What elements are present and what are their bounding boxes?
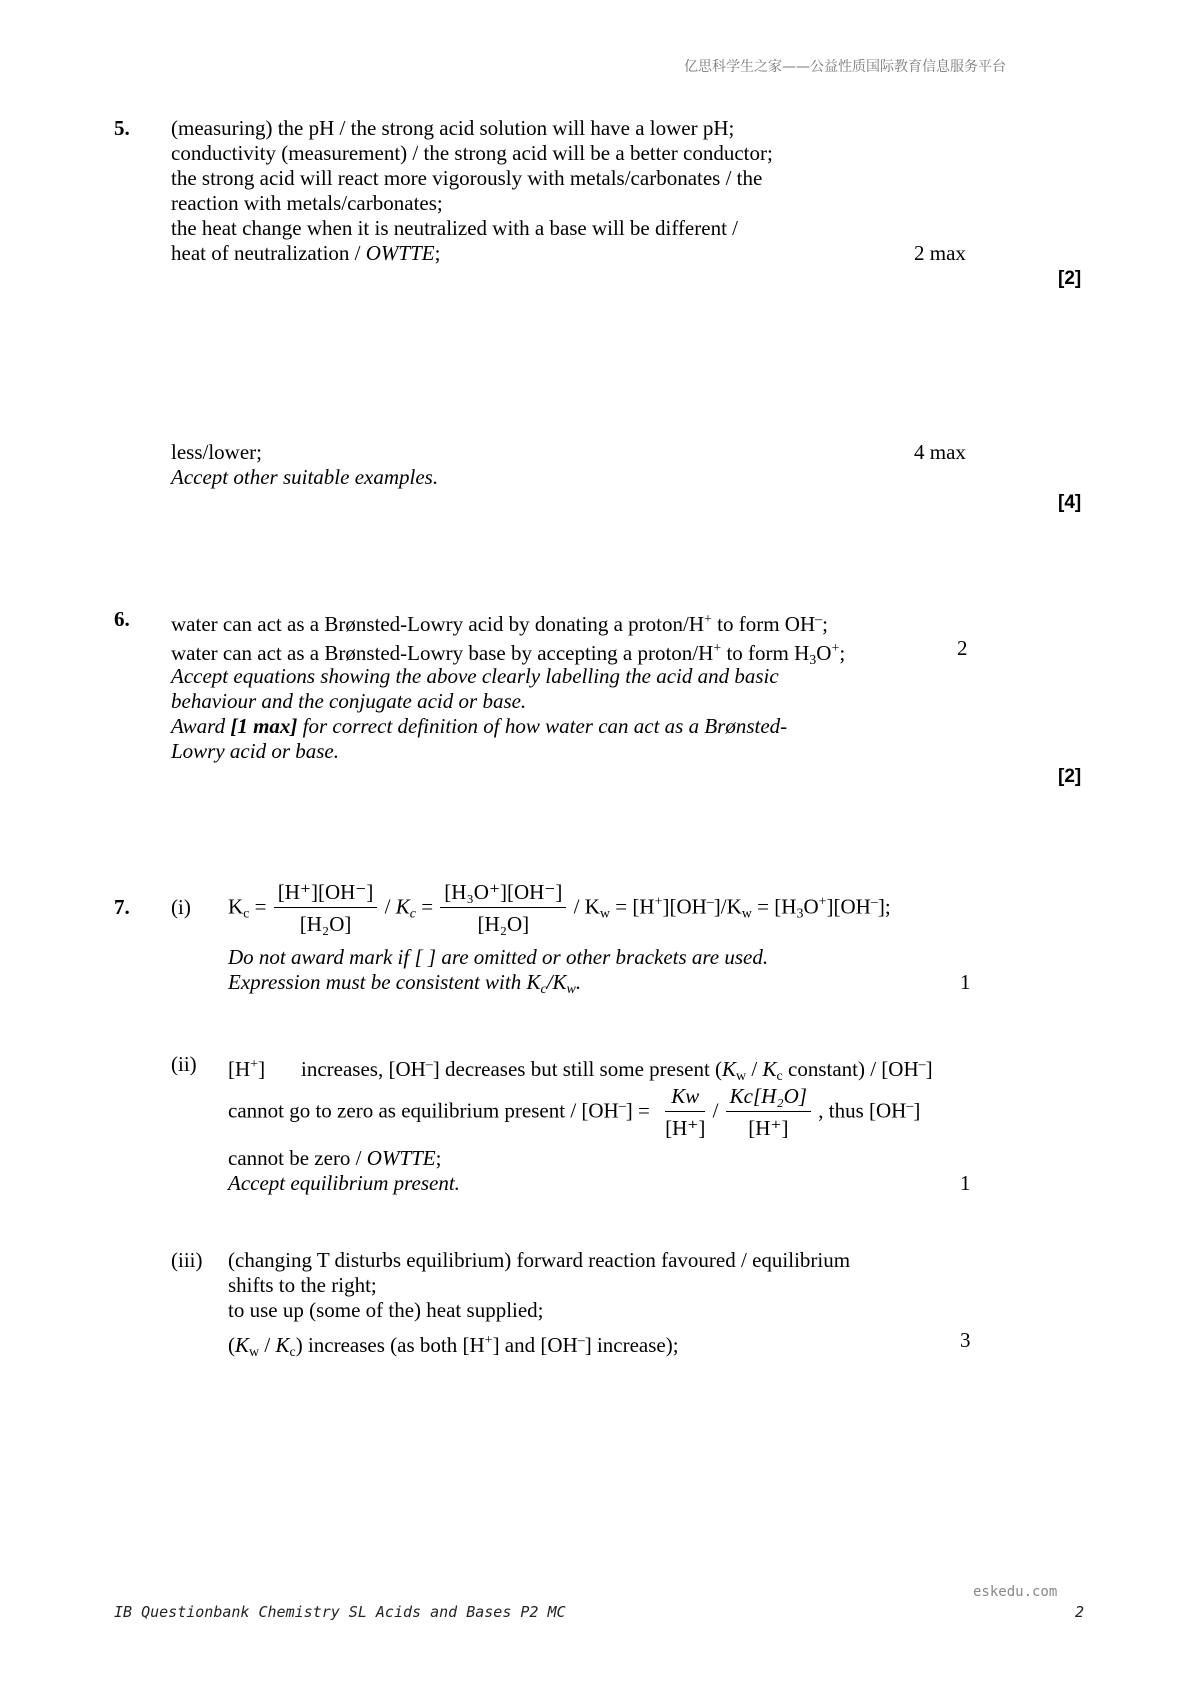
q5b-total-marks: [4]	[1058, 492, 1082, 513]
q7-iii-line-3: to use up (some of the) heat supplied;	[228, 1298, 544, 1322]
question-number-7: 7.	[114, 895, 130, 919]
q5-line: the heat change when it is neutralized with a base will be different /	[171, 216, 738, 240]
q7-ii-note: Accept equilibrium present.	[228, 1171, 460, 1195]
q6-line-1: water can act as a Brønsted-Lowry acid by donating a proton/H+ to form OH–;	[171, 612, 828, 636]
q5b-mark: 4 max	[914, 440, 966, 464]
q6-note-3: Award [1 max] for correct definition of how water can act as a Brønsted-	[171, 714, 788, 738]
q5-line: the strong acid will react more vigorously with metals/carbonates / the	[171, 166, 763, 190]
site-header: 亿思科学生之家——公益性质国际教育信息服务平台	[684, 59, 1006, 75]
q7-iii-line-1: (changing T disturbs equilibrium) forward reaction favoured / equilibrium	[228, 1248, 851, 1272]
kc-fraction-2: $\frac{\text{[H₃O⁺][OH⁻]}}{\text{[H₂O]}}$	[440, 880, 566, 937]
q7-ii-line-2: cannot go to zero as equilibrium present / [OH–] = $\frac{Kw}{[H^+]}$ / $\frac{\text{Kc[H₂O]}}{[H^+]}$ , thus [OH–]	[228, 1084, 921, 1140]
q6-note-1: Accept equations showing the above clearly labelling the acid and basic	[171, 664, 779, 688]
page-number: 2	[1075, 1603, 1085, 1621]
q7-i-note-1: Do not award mark if [ ] are omitted or other brackets are used.	[228, 945, 769, 969]
q7-ii-line-1: [H+]	[228, 1057, 266, 1081]
q6-note-4: Lowry acid or base.	[171, 739, 339, 763]
question-number-5: 5.	[114, 116, 130, 140]
q5-line: (measuring) the pH / the strong acid solution will have a lower pH;	[171, 116, 735, 140]
q7-ii-mark: 1	[960, 1171, 971, 1195]
q7-part-iii-label: (iii)	[171, 1248, 203, 1272]
q7-iii-line-2: shifts to the right;	[228, 1273, 377, 1297]
q7-i-mark: 1	[960, 970, 971, 994]
footer-title: IB Questionbank Chemistry SL Acids and Bases P2 MC	[114, 1603, 566, 1621]
q6-note-2: behaviour and the conjugate acid or base.	[171, 689, 527, 713]
q7-iii-mark: 3	[960, 1328, 971, 1352]
q5b-answer: less/lower;	[171, 440, 262, 464]
q7-i-equation: $K_c$ = $\frac{[H^+][OH^-]}{\text{[H₂O]}}$ / $K_c$ = $\frac{\text{[H₃O⁺][OH⁻]}}{\text{[H₂O]}}$ / $K_w = [H^+][OH^-]/K_w = [H_3O^+][OH^-]$;	[228, 880, 891, 936]
q5-line: conductivity (measurement) / the strong acid will be a better conductor;	[171, 141, 773, 165]
kc-h2o-over-h-fraction: $\frac{\text{Kc[H₂O]}}{[H^+]}$	[726, 1084, 811, 1141]
q6-mark: 2	[957, 636, 968, 660]
kw-over-h-fraction: $\frac{Kw}{[H^+]}$	[665, 1084, 706, 1140]
q5-line-last: heat of neutralization / OWTTE;	[171, 241, 441, 265]
kc-fraction-1: $\frac{[H^+][OH^-]}{\text{[H₂O]}}$	[274, 880, 378, 937]
q7-i-note-2: Expression must be consistent with $K_c/K_w$.	[228, 970, 582, 997]
watermark: eskedu.com	[973, 1584, 1058, 1600]
q7-iii-block	[228, 1248, 850, 1365]
q6-line-2: water can act as a Brønsted-Lowry base by accepting a proton/H+ to form $H_3O^+$;	[171, 641, 846, 668]
q7-ii-line-1b: increases, [OH–] decreases but still some present ($K_w / K_c$ constant) / [OH–]	[301, 1057, 933, 1084]
q7-part-i-label: (i)	[171, 895, 191, 919]
q6-total-marks: [2]	[1058, 766, 1082, 787]
q5-line: reaction with metals/carbonates;	[171, 191, 443, 215]
q5-total-marks: [2]	[1058, 268, 1082, 289]
q5-answer-block	[171, 116, 773, 266]
q7-part-ii-label: (ii)	[171, 1052, 197, 1076]
q5-mark: 2 max	[914, 241, 966, 265]
question-number-6: 6.	[114, 607, 130, 631]
q5b-note: Accept other suitable examples.	[171, 465, 439, 489]
q7-iii-line-4: $(K_w / K_c)$ increases (as both [H+] and [OH–] increase);	[228, 1333, 679, 1360]
q7-ii-line-3: cannot be zero / OWTTE;	[228, 1146, 442, 1170]
